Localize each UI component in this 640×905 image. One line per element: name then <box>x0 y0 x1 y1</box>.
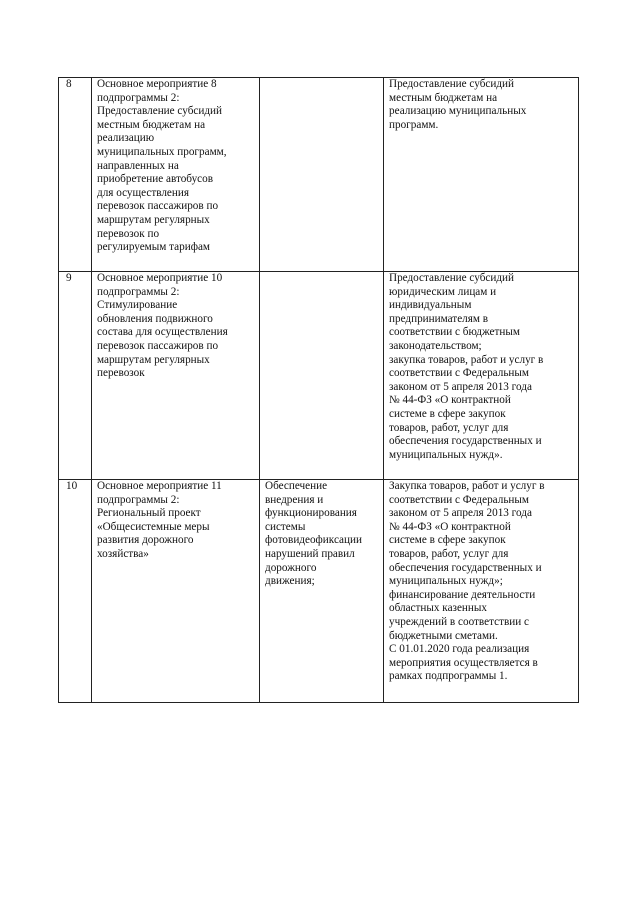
expected-result-line: нарушений правил <box>265 547 355 560</box>
expected-result-line: дорожного <box>265 561 317 574</box>
measures-table-body <box>59 78 579 703</box>
implementation-direction-line: № 44-ФЗ «О контрактной <box>389 520 511 533</box>
implementation-direction-line: мероприятия осуществляется в <box>389 656 538 669</box>
measure-name-line: реализацию <box>97 132 155 145</box>
measure-name-line: обновления подвижного <box>97 312 213 325</box>
measure-name-line: для осуществления <box>97 186 190 199</box>
measure-name-line: Основное мероприятие 8 <box>97 78 217 90</box>
implementation-direction-line: предпринимателям в <box>389 312 489 325</box>
implementation-direction-line: учреждений в соответствии с <box>389 615 529 628</box>
implementation-direction-line: областных казенных <box>389 602 488 615</box>
expected-result-cell <box>260 480 384 703</box>
implementation-direction-line: местным бюджетам на <box>389 91 498 104</box>
implementation-direction-line: обеспечения государственных и <box>389 561 542 574</box>
implementation-direction-line: Предоставление субсидий <box>389 272 515 284</box>
implementation-direction-line: реализацию муниципальных <box>389 105 527 118</box>
measure-name-line: подпрограммы 2: <box>97 285 180 298</box>
expected-result-line: функционирования <box>265 507 357 520</box>
implementation-direction-line: муниципальных нужд»; <box>389 575 503 588</box>
implementation-direction-line: финансирование деятельности <box>389 588 536 601</box>
implementation-direction-line: программ. <box>389 118 439 131</box>
measure-name-line: «Общесистемные меры <box>97 520 210 533</box>
implementation-direction-line: бюджетными сметами. <box>389 629 498 642</box>
row-number: 10 <box>59 480 92 703</box>
implementation-direction-line: товаров, работ, услуг для <box>389 421 509 434</box>
implementation-direction-line: муниципальных нужд». <box>389 448 503 461</box>
measure-name-line: развития дорожного <box>97 534 194 547</box>
measure-name-line: подпрограммы 2: <box>97 493 180 506</box>
measure-name-line: подпрограммы 2: <box>97 91 180 104</box>
measure-name-line: Основное мероприятие 11 <box>97 480 222 492</box>
measure-name-line: хозяйства» <box>97 547 149 560</box>
measure-name-line: состава для осуществления <box>97 326 228 339</box>
implementation-direction-line: системе в сфере закупок <box>389 534 506 547</box>
table-row <box>59 272 579 480</box>
measure-name-line: Стимулирование <box>97 299 178 312</box>
measure-name-line: перевозок пассажиров по <box>97 339 219 352</box>
measure-name-line: перевозок по <box>97 227 160 240</box>
implementation-directions-cell <box>384 78 579 272</box>
implementation-direction-line: Закупка товаров, работ и услуг в <box>389 480 545 492</box>
implementation-direction-line: соответствии с Федеральным <box>389 367 530 380</box>
measure-name-line: маршрутам регулярных <box>97 353 210 366</box>
implementation-direction-line: законом от 5 апреля 2013 года <box>389 507 532 520</box>
implementation-direction-line: закупка товаров, работ и услуг в <box>389 353 544 366</box>
implementation-direction-line: юридическим лицам и <box>389 285 497 298</box>
table-row <box>59 480 579 703</box>
implementation-direction-line: № 44-ФЗ «О контрактной <box>389 394 511 407</box>
row-number: 8 <box>59 78 92 272</box>
measure-name-cell <box>92 78 260 272</box>
implementation-direction-line: соответствии с бюджетным <box>389 326 520 339</box>
implementation-direction-line: индивидуальным <box>389 299 472 312</box>
measure-name-line: перевозок <box>97 367 145 380</box>
implementation-direction-line: рамках подпрограммы 1. <box>389 670 508 683</box>
expected-result-cell <box>260 78 384 272</box>
measure-name-line: Предоставление субсидий <box>97 105 223 118</box>
implementation-directions-cell <box>384 272 579 480</box>
implementation-directions-cell <box>384 480 579 703</box>
implementation-direction-line: системе в сфере закупок <box>389 407 506 420</box>
measure-name-line: местным бюджетам на <box>97 118 206 131</box>
expected-result-line: фотовидеофиксации <box>265 534 362 547</box>
measure-name-line: приобретение автобусов <box>97 173 214 186</box>
expected-result-line: Обеспечение <box>265 480 328 492</box>
measure-name-line: Основное мероприятие 10 <box>97 272 223 284</box>
implementation-direction-line: С 01.01.2020 года реализация <box>389 643 530 656</box>
expected-result-line: движения; <box>265 575 315 588</box>
implementation-direction-line: соответствии с Федеральным <box>389 493 530 506</box>
measure-name-line: муниципальных программ, <box>97 145 227 158</box>
implementation-direction-line: товаров, работ, услуг для <box>389 547 509 560</box>
implementation-direction-line: Предоставление субсидий <box>389 78 515 90</box>
expected-result-cell <box>260 272 384 480</box>
measures-table <box>58 77 579 703</box>
row-number: 9 <box>59 272 92 480</box>
expected-result-line: внедрения и <box>265 493 324 506</box>
measure-name-cell <box>92 272 260 480</box>
implementation-direction-line: обеспечения государственных и <box>389 435 542 448</box>
measure-name-line: направленных на <box>97 159 179 172</box>
measure-name-line: перевозок пассажиров по <box>97 200 219 213</box>
measure-name-line: маршрутам регулярных <box>97 213 210 226</box>
measure-name-cell <box>92 480 260 703</box>
expected-result-line: системы <box>265 520 306 533</box>
measure-name-line: регулируемым тарифам <box>97 241 211 254</box>
implementation-direction-line: законодательством; <box>389 339 482 352</box>
implementation-direction-line: законом от 5 апреля 2013 года <box>389 380 532 393</box>
table-row <box>59 78 579 272</box>
measure-name-line: Региональный проект <box>97 507 201 520</box>
